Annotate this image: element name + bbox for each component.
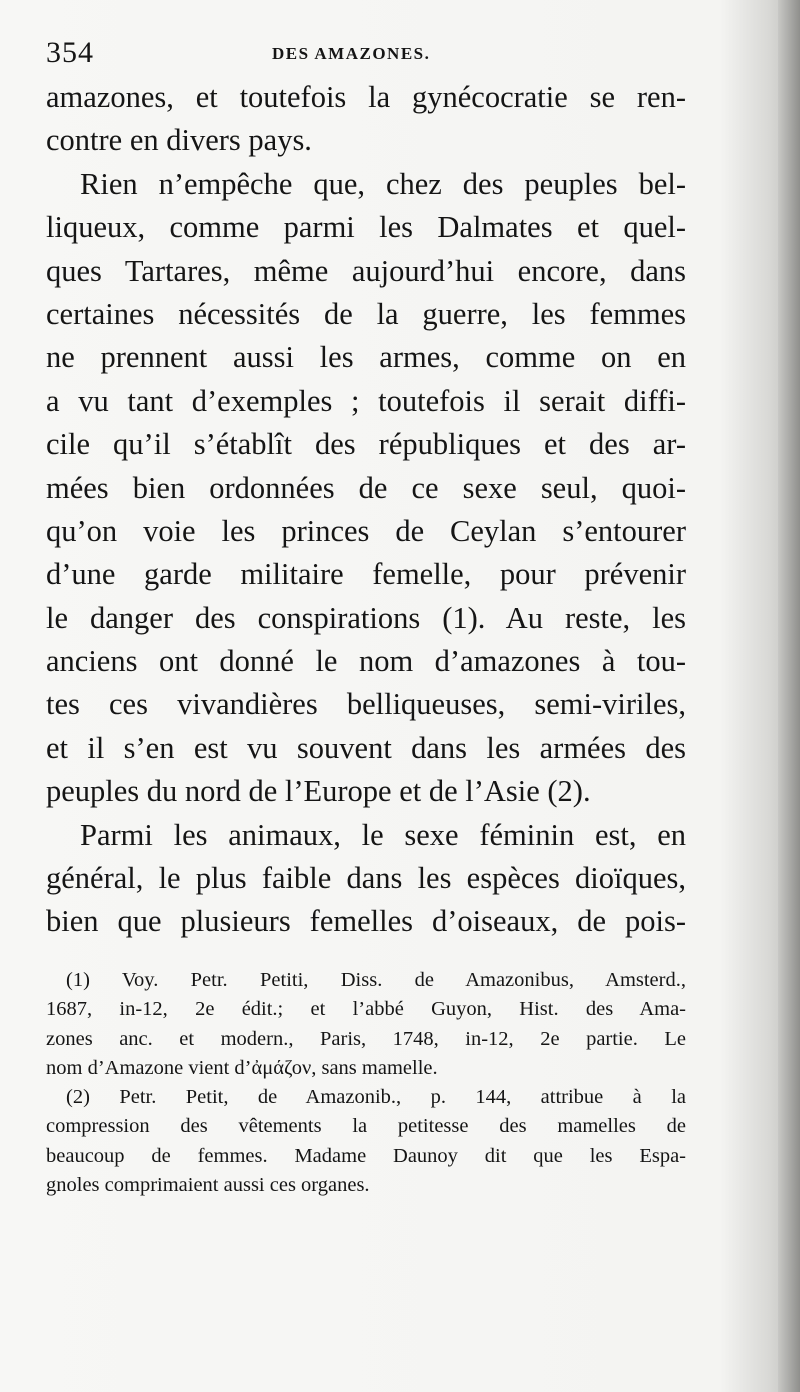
text-line: Parmi les animaux, le sexe féminin est, en: [80, 817, 686, 852]
text-line: anciens ont donné le nom d’amazones à tou-: [46, 644, 686, 679]
text-line: mées bien ordonnées de ce sexe seul, quoi-: [46, 470, 686, 505]
footnote-line: (2) Petr. Petit, de Amazonib., p. 144, attribue à la: [66, 1086, 686, 1109]
text-line: Rien n’empêche que, chez des peuples bel-: [80, 166, 686, 201]
footnote-1: [46, 966, 686, 1083]
text-line: et il s’en est vu souvent dans les armées des: [46, 730, 686, 765]
text-line: bien que plusieurs femelles d’oiseaux, de pois-: [46, 904, 686, 939]
text-line: qu’on voie les princes de Ceylan s’entourer: [46, 513, 686, 548]
footnote-line: 1687, in-12, 2e édit.; et l’abbé Guyon, Hist. des Ama-: [46, 998, 686, 1021]
text-line: ne prennent aussi les armes, comme on en: [46, 340, 686, 375]
footnote-line: compression des vêtements la petitesse des mamelles de: [46, 1115, 686, 1138]
text-line: amazones, et toutefois la gynécocratie se ren-: [46, 80, 686, 114]
text-line: contre en divers pays.: [46, 123, 312, 158]
text-line: peuples du nord de l’Europe et de l’Asie (2).: [46, 774, 591, 809]
text-line: cile qu’il s’établît des républiques et des ar-: [46, 427, 686, 462]
text-line: liqueux, comme parmi les Dalmates et quel-: [46, 210, 686, 245]
footnote-line: gnoles comprimaient aussi ces organes.: [46, 1174, 370, 1197]
page-header: [46, 36, 686, 76]
footnotes: [46, 966, 686, 1200]
text-line: a vu tant d’exemples ; toutefois il serait diffi-: [46, 383, 686, 418]
text-line: le danger des conspirations (1). Au reste, les: [46, 600, 686, 635]
footnote-line: nom d’Amazone vient d’ἀμάζον, sans mamelle.: [46, 1056, 438, 1079]
footnote-line: beaucoup de femmes. Madame Daunoy dit que les Espa-: [46, 1144, 686, 1167]
text-line: certaines nécessités de la guerre, les femmes: [46, 296, 686, 331]
footnote-line: (1) Voy. Petr. Petiti, Diss. de Amazonibus, Amsterd.,: [66, 969, 686, 991]
text-line: d’une garde militaire femelle, pour prévenir: [46, 557, 686, 592]
text-line: général, le plus faible dans les espèces dioïques,: [46, 861, 686, 896]
footnote-2: [46, 1083, 686, 1200]
page-number: 354: [46, 36, 94, 69]
text-line: tes ces vivandières belliqueuses, semi-viriles,: [46, 687, 686, 722]
footnote-line: zones anc. et modern., Paris, 1748, in-12, 2e partie. Le: [46, 1027, 686, 1050]
page-gutter-shadow: [778, 0, 800, 1392]
running-title: DES AMAZONES.: [272, 44, 431, 63]
main-text: [46, 76, 686, 944]
text-line: ques Tartares, même aujourd’hui encore, dans: [46, 253, 686, 288]
